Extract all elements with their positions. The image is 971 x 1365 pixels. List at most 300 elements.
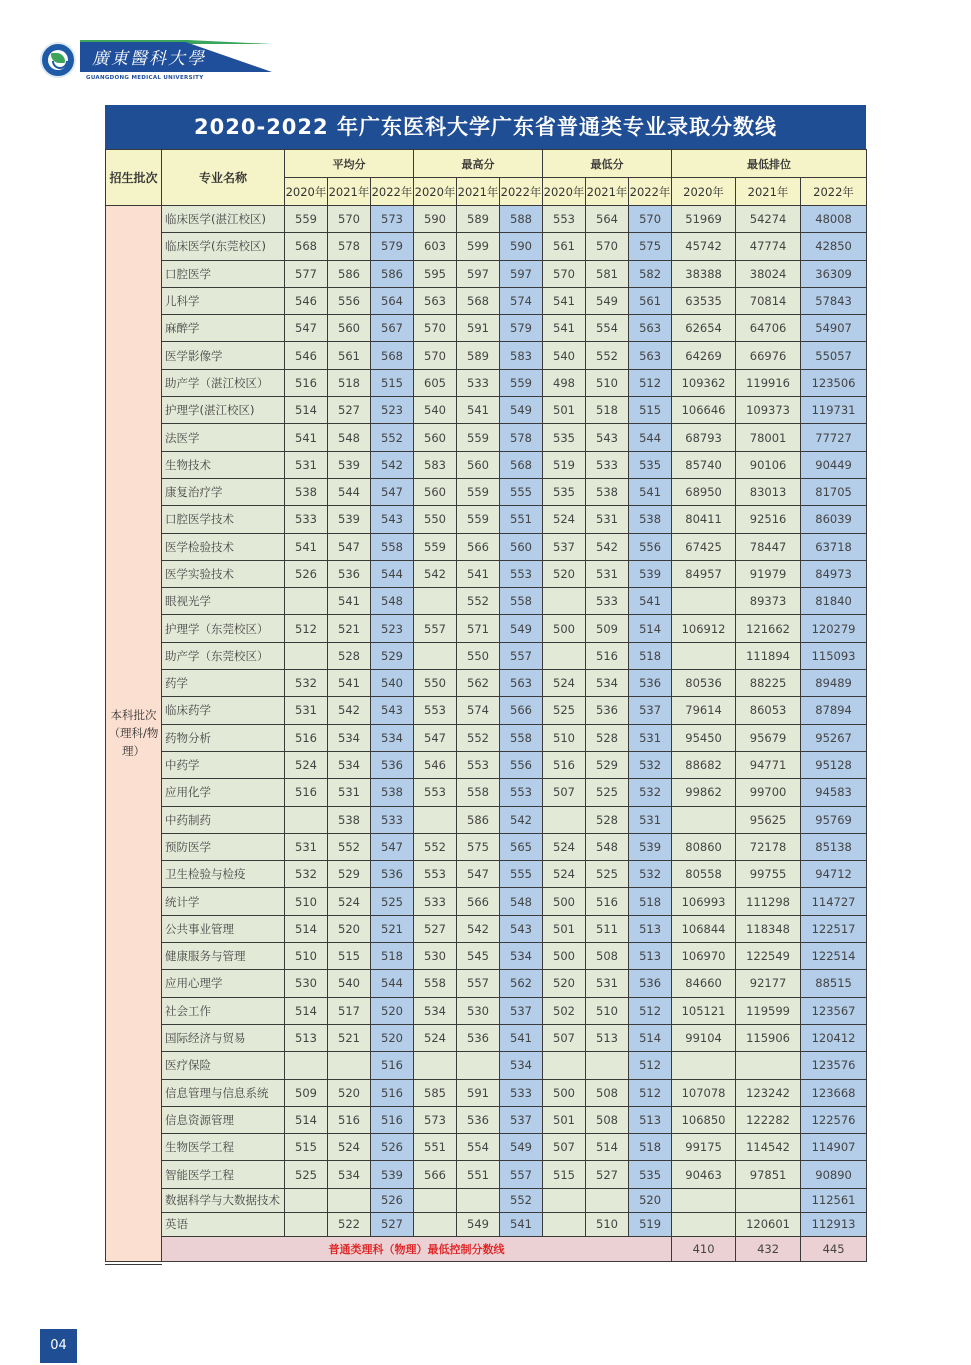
rank-2022-cell: 95267 [801, 724, 867, 751]
min-2021-cell: 548 [586, 833, 629, 860]
major-name-cell: 公共事业管理 [162, 915, 285, 942]
min-2022-cell: 536 [629, 670, 672, 697]
max-2020-cell: 553 [414, 779, 457, 806]
avg-2022-cell: 515 [371, 369, 414, 396]
table-row [106, 806, 867, 833]
avg-2021-cell: 517 [328, 997, 371, 1024]
avg-2020-cell: 568 [285, 233, 328, 260]
max-2021-cell: 552 [457, 588, 500, 615]
max-2020-cell: 558 [414, 970, 457, 997]
rank-2020-cell: 79614 [672, 697, 736, 724]
rank-2022-cell: 87894 [801, 697, 867, 724]
avg-2021-cell: 541 [328, 588, 371, 615]
min-2022-cell: 556 [629, 533, 672, 560]
table-row [106, 751, 867, 778]
max-2020-cell [414, 642, 457, 669]
max-2021-cell: 536 [457, 1024, 500, 1051]
min-2021-cell: 529 [586, 751, 629, 778]
avg-2021-cell [328, 1188, 371, 1212]
table-row [106, 397, 867, 424]
max-2020-cell: 583 [414, 451, 457, 478]
year-header: 2022年 [801, 178, 867, 206]
max-2020-cell: 546 [414, 751, 457, 778]
max-2022-cell: 578 [500, 424, 543, 451]
max-2021-cell: 586 [457, 806, 500, 833]
min-2022-cell: 518 [629, 888, 672, 915]
table-row [106, 260, 867, 287]
rank-2021-cell: 99755 [736, 861, 801, 888]
max-2020-cell: 553 [414, 697, 457, 724]
table-row [106, 888, 867, 915]
max-2022-cell: 566 [500, 697, 543, 724]
rank-2022-cell: 81840 [801, 588, 867, 615]
avg-2022-cell: 552 [371, 424, 414, 451]
rank-2022-cell: 122576 [801, 1106, 867, 1133]
avg-2022-cell: 547 [371, 833, 414, 860]
major-name-cell: 临床医学(湛江校区) [162, 206, 285, 233]
max-2021-cell: 566 [457, 533, 500, 560]
avg-2021-cell: 539 [328, 506, 371, 533]
max-2020-cell: 590 [414, 206, 457, 233]
min-2021-cell: 570 [586, 233, 629, 260]
rank-2021-cell: 47774 [736, 233, 801, 260]
avg-2022-cell: 536 [371, 861, 414, 888]
max-2021-cell: 559 [457, 424, 500, 451]
min-2020-cell: 501 [543, 397, 586, 424]
rank-2022-cell: 123668 [801, 1079, 867, 1106]
min-2022-cell: 582 [629, 260, 672, 287]
max-2022-cell: 541 [500, 1212, 543, 1236]
major-name-cell: 中药学 [162, 751, 285, 778]
max-2021-cell: 599 [457, 233, 500, 260]
table-row [106, 861, 867, 888]
table-row [106, 560, 867, 587]
min-2020-cell: 510 [543, 724, 586, 751]
max-2021-cell: 575 [457, 833, 500, 860]
min-2022-cell: 535 [629, 1161, 672, 1188]
table-row [106, 615, 867, 642]
rank-2022-cell: 55057 [801, 342, 867, 369]
rank-2021-cell: 64706 [736, 315, 801, 342]
major-name-cell: 医学实验技术 [162, 560, 285, 587]
rank-2021-cell: 78447 [736, 533, 801, 560]
avg-2020-cell: 541 [285, 424, 328, 451]
min-2022-cell: 561 [629, 287, 672, 314]
min-2020-cell: 516 [543, 751, 586, 778]
rank-2021-cell: 109373 [736, 397, 801, 424]
min-2020-cell: 500 [543, 1079, 586, 1106]
max-2020-cell [414, 1052, 457, 1079]
rank-2021-cell: 119916 [736, 369, 801, 396]
max-2021-cell: 591 [457, 1079, 500, 1106]
rank-2022-cell: 84973 [801, 560, 867, 587]
rank-2022-cell: 81705 [801, 478, 867, 505]
avg-2021-cell: 516 [328, 1106, 371, 1133]
min-2022-cell: 512 [629, 1079, 672, 1106]
avg-2022-cell: 516 [371, 1106, 414, 1133]
avg-2020-cell: 524 [285, 751, 328, 778]
rank-2020-cell: 106844 [672, 915, 736, 942]
max-2022-cell: 558 [500, 588, 543, 615]
max-2022-cell: 559 [500, 369, 543, 396]
table-row [106, 342, 867, 369]
major-name-cell: 医学检验技术 [162, 533, 285, 560]
avg-2020-cell: 515 [285, 1134, 328, 1161]
min-2021-cell: 533 [586, 451, 629, 478]
avg-2020-cell: 514 [285, 397, 328, 424]
rank-2021-cell: 122549 [736, 943, 801, 970]
rank-2022-cell: 112913 [801, 1212, 867, 1236]
min-2022-cell: 520 [629, 1188, 672, 1212]
rank-2021-cell: 94771 [736, 751, 801, 778]
rank-2022-cell: 112561 [801, 1188, 867, 1212]
rank-2020-cell: 106993 [672, 888, 736, 915]
major-name-cell: 数据科学与大数据技术 [162, 1188, 285, 1212]
avg-2022-cell: 527 [371, 1212, 414, 1236]
max-2021-cell: 541 [457, 397, 500, 424]
table-row [106, 533, 867, 560]
max-2022-cell: 590 [500, 233, 543, 260]
rank-2022-cell: 54907 [801, 315, 867, 342]
max-2022-cell: 537 [500, 1106, 543, 1133]
max-2020-cell: 524 [414, 1024, 457, 1051]
rank-2021-cell: 70814 [736, 287, 801, 314]
max-2021-cell: 533 [457, 369, 500, 396]
min-2022-cell: 514 [629, 1024, 672, 1051]
table-row [106, 779, 867, 806]
rank-2020-cell: 80558 [672, 861, 736, 888]
table-row [106, 642, 867, 669]
major-name-cell: 健康服务与管理 [162, 943, 285, 970]
rank-2020-cell: 80860 [672, 833, 736, 860]
avg-2021-cell: 556 [328, 287, 371, 314]
avg-2020-cell: 514 [285, 1106, 328, 1133]
rank-2022-cell: 120279 [801, 615, 867, 642]
major-name-cell: 国际经济与贸易 [162, 1024, 285, 1051]
rank-2022-cell: 123576 [801, 1052, 867, 1079]
major-name-cell: 应用化学 [162, 779, 285, 806]
rank-2020-cell [672, 588, 736, 615]
min-2020-cell: 515 [543, 1161, 586, 1188]
year-header: 2020年 [285, 178, 328, 206]
avg-2022-cell: 536 [371, 751, 414, 778]
min-2021-cell: 516 [586, 888, 629, 915]
rank-2022-cell: 36309 [801, 260, 867, 287]
university-emblem-icon [40, 42, 76, 78]
avg-2020-cell: 510 [285, 943, 328, 970]
control-line-value: 445 [801, 1236, 867, 1261]
rank-2021-cell: 120601 [736, 1212, 801, 1236]
rank-2021-cell [736, 1052, 801, 1079]
max-2020-cell: 540 [414, 397, 457, 424]
table-row [106, 1188, 867, 1212]
table-row [106, 233, 867, 260]
rank-2021-cell: 90106 [736, 451, 801, 478]
rank-2022-cell: 95769 [801, 806, 867, 833]
table-row [106, 315, 867, 342]
min-2020-cell: 553 [543, 206, 586, 233]
logo-chinese-name: 廣東醫科大學 [92, 49, 206, 69]
rank-2020-cell: 63535 [672, 287, 736, 314]
rank-2020-cell: 84957 [672, 560, 736, 587]
rank-2022-cell: 86039 [801, 506, 867, 533]
avg-2020-cell: 531 [285, 833, 328, 860]
avg-2022-cell: 534 [371, 724, 414, 751]
control-line-value: 410 [672, 1236, 736, 1261]
avg-2021-cell: 586 [328, 260, 371, 287]
min-2022-cell: 518 [629, 1134, 672, 1161]
min-2020-cell: 541 [543, 287, 586, 314]
column-group-header: 最低分 [543, 150, 672, 178]
avg-2021-cell: 539 [328, 451, 371, 478]
rank-2022-cell: 123506 [801, 369, 867, 396]
min-2021-cell: 516 [586, 642, 629, 669]
max-2021-cell: 597 [457, 260, 500, 287]
major-name-cell: 智能医学工程 [162, 1161, 285, 1188]
avg-2020-cell: 532 [285, 861, 328, 888]
major-name-cell: 临床药学 [162, 697, 285, 724]
min-2020-cell: 535 [543, 424, 586, 451]
max-2020-cell: 551 [414, 1134, 457, 1161]
control-line-row [106, 1236, 867, 1261]
major-name-cell: 信息管理与信息系统 [162, 1079, 285, 1106]
min-2022-cell: 539 [629, 833, 672, 860]
max-2021-cell: 545 [457, 943, 500, 970]
max-2020-cell: 557 [414, 615, 457, 642]
max-2021-cell: 554 [457, 1134, 500, 1161]
rank-2022-cell: 48008 [801, 206, 867, 233]
max-2022-cell: 542 [500, 806, 543, 833]
table-row [106, 833, 867, 860]
min-2021-cell: 508 [586, 943, 629, 970]
avg-2022-cell: 539 [371, 1161, 414, 1188]
min-2022-cell: 544 [629, 424, 672, 451]
rank-2022-cell: 119731 [801, 397, 867, 424]
min-2022-cell: 535 [629, 451, 672, 478]
table-row [106, 1024, 867, 1051]
year-header: 2020年 [543, 178, 586, 206]
max-2020-cell: 605 [414, 369, 457, 396]
avg-2022-cell: 573 [371, 206, 414, 233]
rank-2021-cell: 92516 [736, 506, 801, 533]
avg-2022-cell: 586 [371, 260, 414, 287]
avg-2020-cell: 538 [285, 478, 328, 505]
table-row [106, 369, 867, 396]
min-2022-cell: 519 [629, 1212, 672, 1236]
max-2021-cell: 530 [457, 997, 500, 1024]
avg-2021-cell: 578 [328, 233, 371, 260]
avg-2021-cell: 538 [328, 806, 371, 833]
min-2022-cell: 531 [629, 724, 672, 751]
avg-2021-cell: 552 [328, 833, 371, 860]
max-2020-cell: 550 [414, 506, 457, 533]
avg-2020-cell [285, 1052, 328, 1079]
max-2022-cell: 537 [500, 997, 543, 1024]
university-logo [40, 40, 272, 84]
rank-2020-cell: 95450 [672, 724, 736, 751]
rank-2020-cell: 51969 [672, 206, 736, 233]
avg-2020-cell [285, 806, 328, 833]
min-2020-cell [543, 806, 586, 833]
min-2021-cell: 542 [586, 533, 629, 560]
avg-2021-cell: 536 [328, 560, 371, 587]
avg-2021-cell: 521 [328, 615, 371, 642]
min-2022-cell: 518 [629, 642, 672, 669]
rank-2022-cell: 85138 [801, 833, 867, 860]
major-name-cell: 法医学 [162, 424, 285, 451]
max-2022-cell: 534 [500, 1052, 543, 1079]
min-2022-cell: 539 [629, 560, 672, 587]
major-name-cell: 儿科学 [162, 287, 285, 314]
max-2020-cell: 547 [414, 724, 457, 751]
rank-2020-cell: 88682 [672, 751, 736, 778]
table-row [106, 1134, 867, 1161]
max-2020-cell [414, 588, 457, 615]
major-name-cell: 临床医学(东莞校区) [162, 233, 285, 260]
max-2022-cell: 568 [500, 451, 543, 478]
avg-2021-cell: 515 [328, 943, 371, 970]
major-name-cell: 卫生检验与检疫 [162, 861, 285, 888]
table-row [106, 670, 867, 697]
admission-score-table-container [105, 105, 866, 1262]
max-2020-cell: 585 [414, 1079, 457, 1106]
avg-2021-cell: 531 [328, 779, 371, 806]
rank-2021-cell: 114542 [736, 1134, 801, 1161]
max-2020-cell [414, 1188, 457, 1212]
min-2020-cell: 507 [543, 1024, 586, 1051]
avg-2020-cell: 546 [285, 287, 328, 314]
max-2021-cell: 589 [457, 206, 500, 233]
min-2021-cell: 538 [586, 478, 629, 505]
min-2021-cell: 518 [586, 397, 629, 424]
max-2022-cell: 563 [500, 670, 543, 697]
avg-2020-cell: 531 [285, 451, 328, 478]
max-2020-cell: 570 [414, 342, 457, 369]
avg-2022-cell: 540 [371, 670, 414, 697]
year-header: 2021年 [586, 178, 629, 206]
min-2020-cell: 520 [543, 560, 586, 587]
max-2022-cell: 597 [500, 260, 543, 287]
max-2021-cell [457, 1188, 500, 1212]
max-2020-cell: 573 [414, 1106, 457, 1133]
avg-2022-cell: 518 [371, 943, 414, 970]
column-header-batch: 招生批次 [106, 150, 162, 206]
max-2021-cell: 574 [457, 697, 500, 724]
avg-2022-cell: 568 [371, 342, 414, 369]
min-2020-cell: 500 [543, 888, 586, 915]
max-2021-cell: 557 [457, 970, 500, 997]
major-name-cell: 生物技术 [162, 451, 285, 478]
min-2020-cell: 535 [543, 478, 586, 505]
major-name-cell: 医学影像学 [162, 342, 285, 369]
max-2021-cell: 571 [457, 615, 500, 642]
avg-2020-cell: 531 [285, 697, 328, 724]
min-2021-cell: 531 [586, 970, 629, 997]
table-row [106, 1106, 867, 1133]
year-header: 2022年 [629, 178, 672, 206]
max-2021-cell: 568 [457, 287, 500, 314]
max-2021-cell: 536 [457, 1106, 500, 1133]
min-2021-cell: 536 [586, 697, 629, 724]
max-2021-cell: 559 [457, 506, 500, 533]
min-2020-cell [543, 1052, 586, 1079]
min-2021-cell: 534 [586, 670, 629, 697]
max-2022-cell: 551 [500, 506, 543, 533]
rank-2020-cell: 99175 [672, 1134, 736, 1161]
avg-2020-cell: 577 [285, 260, 328, 287]
min-2022-cell: 512 [629, 1052, 672, 1079]
rank-2020-cell: 99104 [672, 1024, 736, 1051]
min-2021-cell: 528 [586, 724, 629, 751]
avg-2020-cell: 516 [285, 779, 328, 806]
min-2022-cell: 570 [629, 206, 672, 233]
rank-2021-cell: 92177 [736, 970, 801, 997]
min-2022-cell: 532 [629, 751, 672, 778]
max-2022-cell: 549 [500, 397, 543, 424]
table-row [106, 697, 867, 724]
control-line-label: 普通类理科（物理）最低控制分数线 [162, 1236, 672, 1261]
rank-2022-cell: 94712 [801, 861, 867, 888]
avg-2022-cell: 558 [371, 533, 414, 560]
min-2020-cell [543, 588, 586, 615]
avg-2022-cell: 520 [371, 997, 414, 1024]
avg-2021-cell: 548 [328, 424, 371, 451]
rank-2020-cell: 107078 [672, 1079, 736, 1106]
logo-english-name: GUANGDONG MEDICAL UNIVERSITY [86, 75, 204, 81]
max-2020-cell: 595 [414, 260, 457, 287]
batch-cell: 本科批次（理科/物理） [106, 206, 162, 1262]
column-group-header: 平均分 [285, 150, 414, 178]
avg-2021-cell: 542 [328, 697, 371, 724]
rank-2020-cell [672, 1052, 736, 1079]
column-header-major: 专业名称 [162, 150, 285, 206]
min-2021-cell: 564 [586, 206, 629, 233]
major-name-cell: 眼视光学 [162, 588, 285, 615]
max-2022-cell: 574 [500, 287, 543, 314]
max-2020-cell: 560 [414, 424, 457, 451]
avg-2022-cell: 523 [371, 397, 414, 424]
rank-2021-cell: 66976 [736, 342, 801, 369]
rank-2022-cell: 90890 [801, 1161, 867, 1188]
rank-2022-cell: 90449 [801, 451, 867, 478]
avg-2022-cell: 543 [371, 506, 414, 533]
year-header: 2022年 [371, 178, 414, 206]
avg-2022-cell: 543 [371, 697, 414, 724]
min-2020-cell: 570 [543, 260, 586, 287]
max-2022-cell: 560 [500, 533, 543, 560]
min-2020-cell: 524 [543, 861, 586, 888]
min-2021-cell: 508 [586, 1106, 629, 1133]
major-name-cell: 助产学（湛江校区） [162, 369, 285, 396]
min-2021-cell: 508 [586, 1079, 629, 1106]
min-2021-cell: 549 [586, 287, 629, 314]
min-2022-cell: 513 [629, 915, 672, 942]
rank-2021-cell [736, 1188, 801, 1212]
min-2021-cell: 525 [586, 861, 629, 888]
rank-2020-cell: 45742 [672, 233, 736, 260]
min-2021-cell: 528 [586, 806, 629, 833]
min-2020-cell: 519 [543, 451, 586, 478]
min-2021-cell [586, 1188, 629, 1212]
max-2022-cell: 549 [500, 1134, 543, 1161]
avg-2022-cell: 544 [371, 970, 414, 997]
min-2022-cell: 531 [629, 806, 672, 833]
max-2020-cell: 603 [414, 233, 457, 260]
rank-2020-cell: 85740 [672, 451, 736, 478]
rank-2020-cell: 84660 [672, 970, 736, 997]
min-2022-cell: 537 [629, 697, 672, 724]
min-2021-cell: 510 [586, 369, 629, 396]
